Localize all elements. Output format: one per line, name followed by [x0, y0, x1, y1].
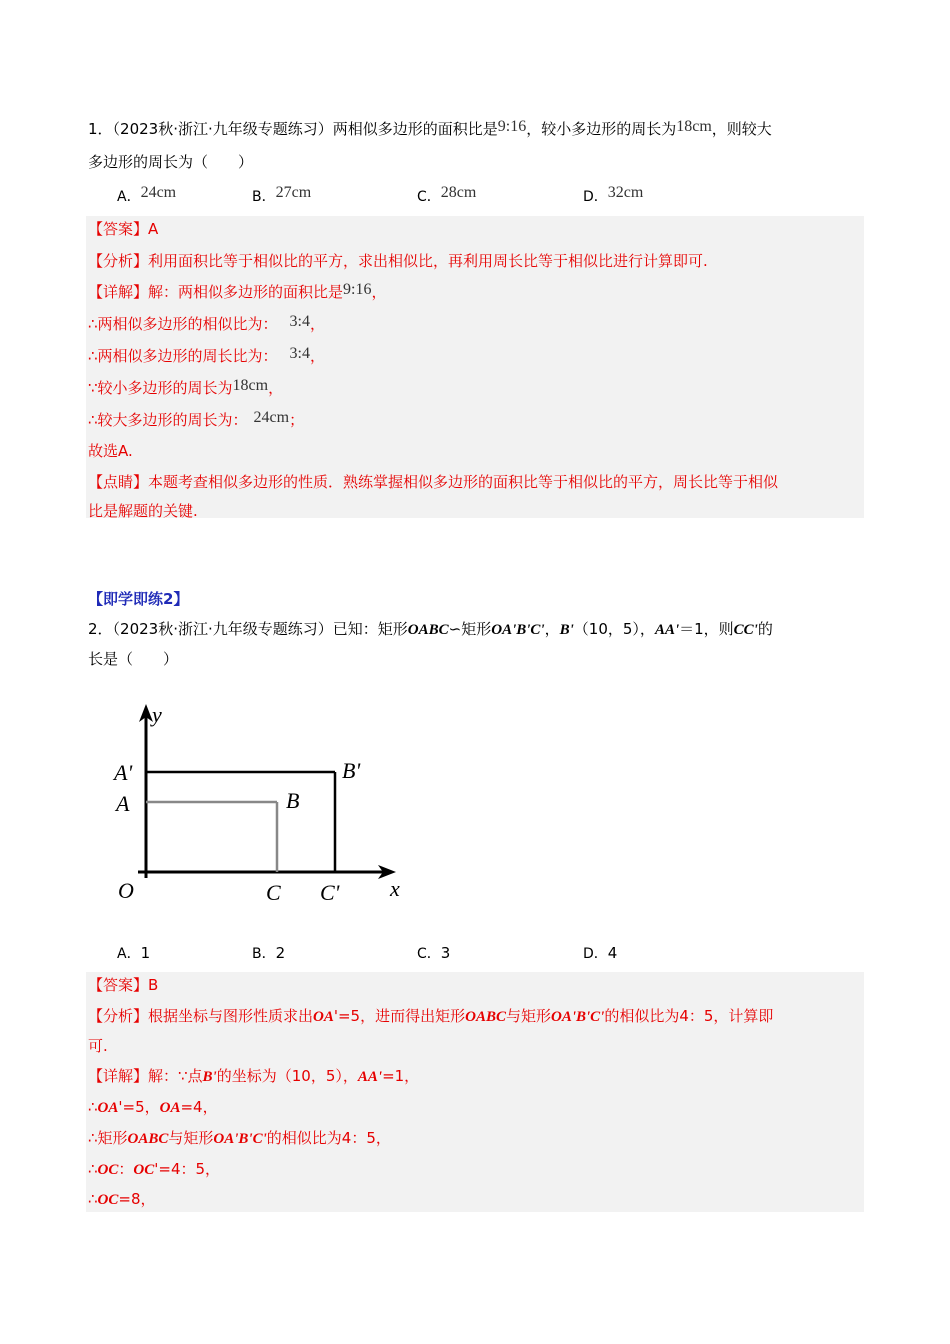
option-value: 2: [275, 944, 286, 962]
q2-detail-line1: [88, 1066, 419, 1087]
math: AA': [357, 1069, 383, 1085]
math-cc-prime: CC': [733, 622, 758, 638]
q1-option-d[interactable]: [583, 186, 643, 207]
math-oabc-prime: OA'B'C': [491, 622, 545, 638]
math: OC: [97, 1162, 119, 1178]
q2-stem-text2: 矩形: [461, 620, 492, 638]
math: OA: [313, 1009, 334, 1025]
q1-number: 1．: [88, 120, 113, 138]
q2-source: （2023秋·浙江·九年级专题练习）: [112, 620, 333, 638]
option-letter: D．: [583, 946, 608, 962]
step-value: 3:4: [289, 345, 310, 362]
q1-option-b[interactable]: [252, 186, 311, 207]
q2-stem-text4: 的: [757, 620, 773, 638]
option-letter: B．: [252, 189, 276, 205]
q1-stem-text2: ，较小多边形的周长为: [526, 120, 677, 138]
math: OA'B'C': [550, 1009, 605, 1025]
label-x: x: [390, 876, 400, 901]
text: 【分析】根据坐标与图形性质求出: [88, 1007, 314, 1025]
text: ∴: [88, 1190, 98, 1208]
q1-step-3: [88, 378, 283, 399]
q2-figure: [100, 700, 420, 920]
step-value: 3:4: [289, 313, 310, 330]
section-heading: 【即学即练2】: [88, 590, 189, 608]
text: ∴: [88, 1160, 98, 1178]
q1-step-2: [88, 346, 325, 367]
text: 【详解】解：∵点: [88, 1067, 203, 1085]
text: =4，: [180, 1098, 218, 1116]
label-b: B: [286, 788, 300, 813]
q2-analysis-line1: [88, 1006, 773, 1027]
q1-step-1: [88, 314, 325, 335]
text: ：: [118, 1160, 134, 1178]
q1-stem-text3: ，则较大: [711, 120, 772, 138]
math: OC: [97, 1192, 119, 1208]
detail-ratio: 9:16: [343, 281, 372, 298]
q2-stem-text3: ＝1，则: [679, 620, 734, 638]
text: '=5，进而得出矩形: [333, 1007, 466, 1025]
step-value: 18cm: [232, 377, 269, 394]
punct: ，: [268, 379, 284, 397]
q2-detail-line5: [88, 1189, 156, 1210]
label-b-prime: B': [342, 758, 361, 783]
text: =8，: [118, 1190, 156, 1208]
text: ∴矩形: [88, 1129, 128, 1147]
q2-option-a[interactable]: [117, 943, 150, 964]
math: OA'B'C': [213, 1131, 267, 1147]
option-letter: C．: [417, 946, 441, 962]
q2-option-d[interactable]: [583, 943, 617, 964]
option-value: 24cm: [140, 184, 177, 201]
text: 的相似比为4：5，: [266, 1129, 391, 1147]
q1-analysis: 【分析】利用面积比等于相似比的平方，求出相似比，再利用周长比等于相似比进行计算即可.: [88, 252, 708, 270]
punct: ，: [310, 315, 326, 333]
punct: ；: [289, 411, 305, 429]
step-text: ∴两相似多边形的相似比为：: [88, 315, 278, 333]
q2-stem-text: 已知：矩形: [332, 620, 408, 638]
rect-oabc: [146, 802, 277, 872]
punct: ，: [310, 347, 326, 365]
q2-detail-line4: [88, 1159, 220, 1180]
step-text: ∴较大多边形的周长为：: [88, 411, 248, 429]
text: 的坐标为（10，5），: [216, 1067, 358, 1085]
option-value: 27cm: [275, 184, 312, 201]
step-value: 24cm: [253, 409, 290, 426]
option-letter: D．: [583, 189, 608, 205]
q1-choose: 故选A.: [88, 442, 133, 460]
math: OABC: [127, 1131, 169, 1147]
q2-stem-line1: [88, 619, 773, 640]
q2-detail-line3: [88, 1128, 391, 1149]
q1-stem-line2: 多边形的周长为（ ）: [88, 153, 254, 171]
math: OC: [133, 1162, 155, 1178]
text: =1，: [382, 1067, 420, 1085]
q2-answer: 【答案】B: [88, 976, 159, 994]
similar-symbol: ∽: [448, 620, 462, 638]
label-c-prime: C': [320, 880, 340, 905]
option-value: 32cm: [607, 184, 644, 201]
label-y: y: [152, 702, 162, 727]
q1-source: （2023秋·浙江·九年级专题练习）: [112, 120, 333, 138]
q2-coords: （10，5），: [573, 620, 655, 638]
q2-analysis-line2: 可.: [88, 1037, 108, 1055]
option-letter: B．: [252, 946, 276, 962]
option-value: 3: [440, 944, 451, 962]
label-c: C: [266, 880, 281, 905]
text: ∴: [88, 1098, 98, 1116]
q1-step-4: [88, 410, 304, 431]
text: '=5，: [118, 1098, 160, 1116]
q1-option-a[interactable]: [117, 186, 176, 207]
q2-detail-line2: [88, 1097, 218, 1118]
math: OA: [97, 1100, 119, 1116]
q1-answer: 【答案】A: [88, 220, 159, 238]
step-text: ∴两相似多边形的周长比为：: [88, 347, 278, 365]
q1-ratio: 9:16: [497, 118, 527, 135]
label-o: O: [118, 878, 134, 903]
punct: ，: [544, 620, 560, 638]
math-aa-prime: AA': [654, 622, 680, 638]
math: B': [202, 1069, 217, 1085]
option-letter: A．: [117, 189, 141, 205]
option-value: 28cm: [440, 184, 477, 201]
q1-stem-text: 两相似多边形的面积比是: [332, 120, 498, 138]
q1-comment-line1: 【点睛】本题考查相似多边形的性质．熟练掌握相似多边形的面积比等于相似比的平方，周长比等于相似: [88, 473, 779, 491]
text: '=4：5，: [154, 1160, 221, 1178]
step-text: ∵较小多边形的周长为: [88, 379, 233, 397]
y-axis: [139, 704, 153, 878]
text: 与矩形: [168, 1129, 214, 1147]
math-b-prime: B': [559, 622, 574, 638]
option-letter: C．: [417, 189, 441, 205]
q1-detail: [88, 282, 386, 303]
math: OABC: [465, 1009, 506, 1025]
punct: ，: [371, 283, 387, 301]
q1-comment-line2: 比是解题的关键.: [88, 502, 198, 520]
q2-option-b[interactable]: [252, 943, 285, 964]
option-value: 1: [140, 944, 151, 962]
math: OA: [159, 1100, 181, 1116]
q1-option-c[interactable]: [417, 186, 476, 207]
text: 的相似比为4：5，计算即: [604, 1007, 774, 1025]
math-oabc: OABC: [407, 622, 449, 638]
rect-oa-prime-b-prime-c-prime: [146, 772, 335, 872]
label-a: A: [116, 791, 130, 816]
q2-number: 2．: [88, 620, 113, 638]
option-letter: A．: [117, 946, 141, 962]
q1-stem-line1: [88, 119, 772, 140]
q2-option-c[interactable]: [417, 943, 450, 964]
option-value: 4: [607, 944, 618, 962]
label-a-prime: A': [114, 760, 133, 785]
q1-perimeter: 18cm: [676, 118, 712, 135]
detail-label: 【详解】解：两相似多边形的面积比是: [88, 283, 344, 301]
x-axis: [138, 865, 396, 879]
text: 与矩形: [505, 1007, 551, 1025]
q2-stem-line2: 长是（ ）: [88, 650, 179, 668]
